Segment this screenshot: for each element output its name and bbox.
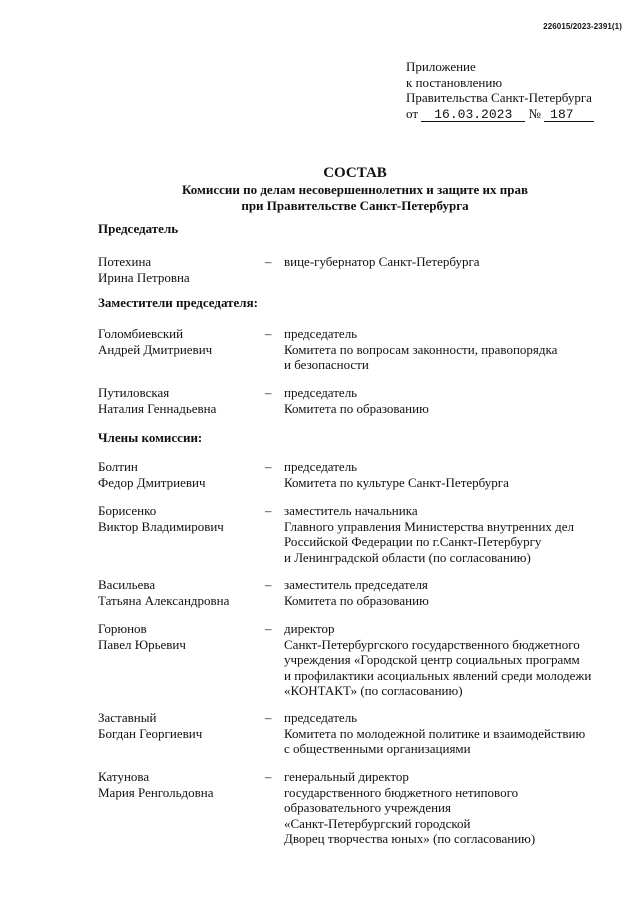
number-label: № [528, 105, 541, 121]
entry-role-line: Комитета по образованию [284, 592, 429, 608]
document-registration-number: 226015/2023-2391(1) [543, 22, 622, 31]
entry-surname: Горюнов [98, 621, 147, 636]
entry-name [98, 326, 258, 357]
resolution-date: 16.03.2023 [421, 108, 525, 122]
entry-role [284, 577, 604, 608]
entry-dash: – [265, 769, 272, 784]
entry-role-line: заместитель начальника [284, 503, 418, 518]
entry-role [284, 385, 604, 416]
entry-role-line: Санкт-Петербургского государственного бюджетного [284, 636, 580, 652]
entry-role-line: «КОНТАКТ» (по согласованию) [284, 683, 463, 698]
entry-role [284, 621, 604, 699]
entry-surname: Борисенко [98, 503, 157, 518]
section-deputies: Заместители председателя: [98, 295, 258, 310]
appendix-line-2: к постановлению [406, 74, 503, 90]
entry-role [284, 503, 604, 565]
document-subtitle-line-2: при Правительстве Санкт-Петербурга [241, 197, 469, 213]
entry-surname: Потехина [98, 254, 152, 269]
entry-given-names: Мария Ренгольдовна [98, 784, 214, 800]
entry-role-line: Главного управления Министерства внутренних дел [284, 518, 575, 534]
entry-role-line: председатель [284, 710, 358, 725]
from-label: от [406, 105, 419, 121]
entry-role-line: генеральный директор [284, 769, 409, 784]
entry-role-line: председатель [284, 459, 358, 474]
entry-role-line: «Санкт-Петербургский городской [284, 815, 471, 831]
entry-role-line: с общественными организациями [284, 741, 471, 756]
entry-given-names: Андрей Дмитриевич [98, 341, 213, 357]
entry-dash: – [265, 710, 272, 725]
entry-role [284, 459, 604, 490]
entry-role-line: директор [284, 621, 335, 636]
entry-surname: Заставный [98, 710, 157, 725]
document-header [0, 164, 640, 213]
entry-role-line: и Ленинградской области (по согласованию) [284, 549, 531, 565]
entry-name [98, 254, 258, 285]
entry-dash: – [265, 577, 272, 592]
entry-surname: Голомбиевский [98, 326, 184, 341]
entry-role-line: Российской Федерации по г.Санкт-Петербургу [284, 534, 542, 549]
entry-given-names: Наталия Геннадьевна [98, 400, 217, 416]
entry-surname: Катунова [98, 769, 150, 784]
entry-name [98, 710, 258, 741]
entry-role [284, 254, 604, 270]
entry-dash: – [265, 385, 272, 400]
section-chair: Председатель [98, 221, 179, 236]
entry-given-names: Татьяна Александровна [98, 592, 230, 608]
entry-surname: Васильева [98, 577, 156, 592]
entry-role-line: Комитета по культуре Санкт-Петербурга [284, 474, 509, 490]
entry-given-names: Федор Дмитриевич [98, 474, 206, 490]
entry-role-line: Комитета по молодежной политике и взаимодействию [284, 725, 586, 741]
entry-role-line: учреждения «Городской центр социальных программ [284, 652, 580, 667]
entry-name [98, 385, 258, 416]
section-members: Члены комиссии: [98, 430, 203, 445]
entry-role-line: вице-губернатор Санкт-Петербурга [284, 254, 480, 269]
entry-role-line: и профилактики асоциальных явлений среди молодежи [284, 667, 592, 683]
entry-given-names: Виктор Владимирович [98, 518, 224, 534]
entry-role-line: образовательного учреждения [284, 800, 451, 815]
entry-name [98, 459, 258, 490]
appendix-block [406, 59, 594, 122]
resolution-number: 187 [544, 108, 594, 122]
appendix-line-3: Правительства Санкт-Петербурга [406, 90, 592, 105]
entry-dash: – [265, 621, 272, 636]
entry-role-line: Дворец творчества юных» (по согласованию) [284, 831, 536, 846]
document-title: СОСТАВ [323, 165, 387, 181]
appendix-date-line [406, 106, 594, 122]
entry-role-line: заместитель председателя [284, 577, 428, 592]
entry-role [284, 769, 604, 847]
entry-dash: – [265, 459, 272, 474]
entry-surname: Путиловская [98, 385, 170, 400]
entry-dash: – [265, 503, 272, 518]
document-subtitle-line-1: Комиссии по делам несовершеннолетних и защите их прав [181, 182, 529, 197]
entry-name [98, 769, 258, 800]
entry-given-names: Ирина Петровна [98, 269, 190, 285]
entry-role-line: Комитета по вопросам законности, правопорядка [284, 341, 558, 357]
entry-name [98, 621, 258, 652]
entry-dash: – [265, 326, 272, 341]
entry-given-names: Богдан Георгиевич [98, 725, 203, 741]
entry-role-line: председатель [284, 326, 358, 341]
entry-name [98, 577, 258, 608]
entry-role-line: Комитета по образованию [284, 400, 429, 416]
entry-role-line: государственного бюджетного нетипового [284, 784, 519, 800]
entry-role-line: председатель [284, 385, 358, 400]
entry-role-line: и безопасности [284, 357, 369, 372]
entry-given-names: Павел Юрьевич [98, 636, 186, 652]
entry-surname: Болтин [98, 459, 138, 474]
entry-role [284, 710, 604, 757]
entry-dash: – [265, 254, 272, 269]
appendix-line-1: Приложение [406, 59, 476, 74]
entry-role [284, 326, 604, 373]
entry-name [98, 503, 258, 534]
